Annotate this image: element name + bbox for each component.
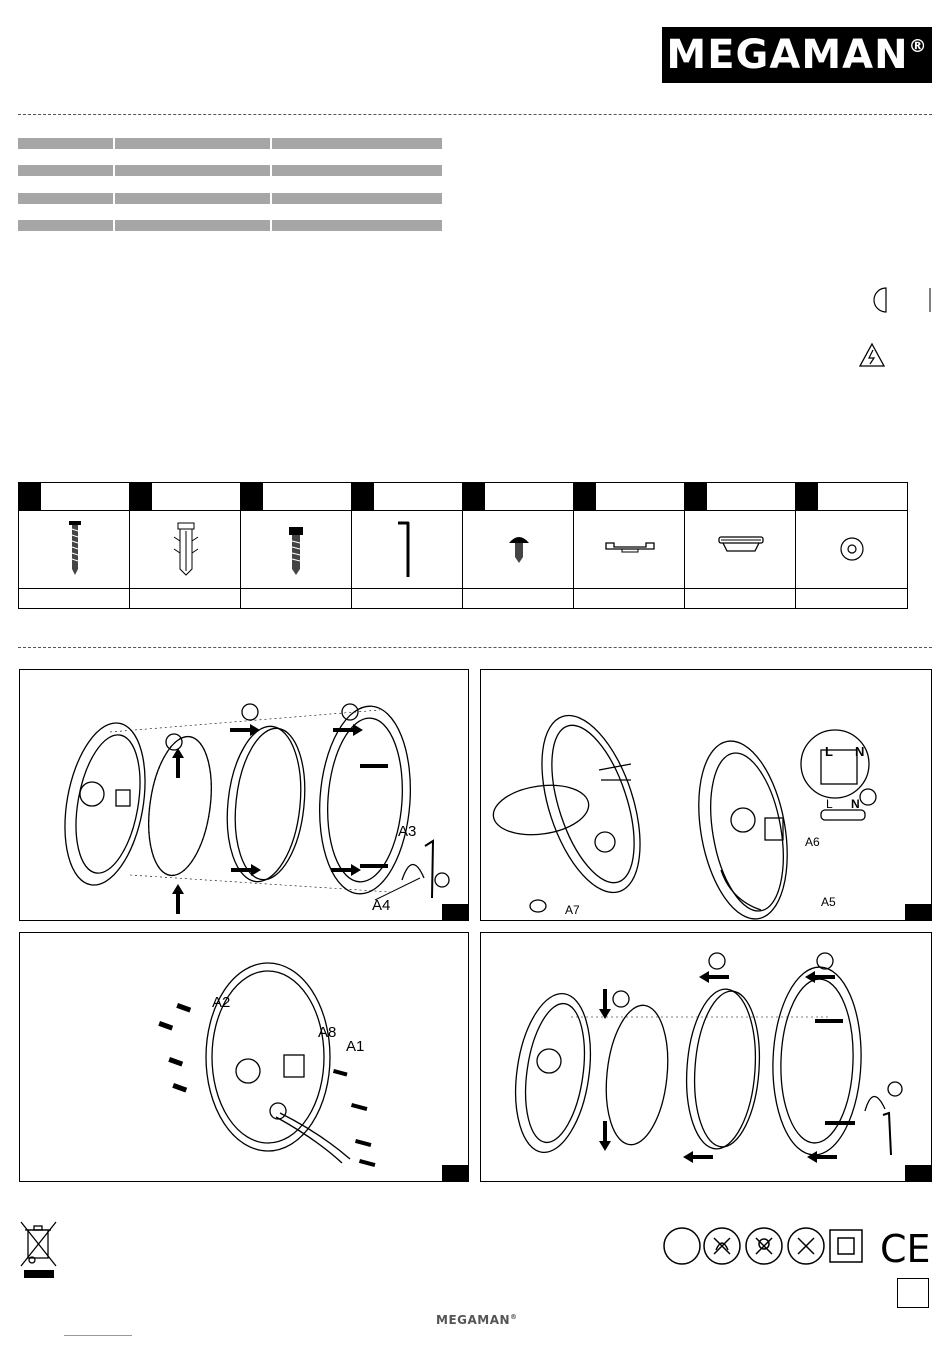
label-a7: A7: [565, 903, 580, 917]
spec-row-2: [18, 165, 444, 176]
step4-illustration: [481, 933, 931, 1181]
label-a8: A8: [318, 1024, 337, 1041]
footer-brand: MEGAMAN®: [436, 1313, 518, 1327]
spec-row-4: [18, 220, 444, 231]
label-a4: A4: [372, 897, 391, 914]
half-moon-icon: [868, 286, 938, 316]
parts-table: [18, 482, 908, 609]
label-a6: A6: [805, 835, 820, 849]
part-a5: [463, 483, 574, 608]
wall-plug-icon: [130, 513, 241, 583]
label-a1: A1: [346, 1038, 365, 1055]
part-a1: [19, 483, 130, 608]
brand-logo: MEGAMAN®: [662, 27, 932, 83]
step-panel-3: [19, 932, 469, 1182]
step1-illustration: [20, 670, 468, 920]
part-a8: [796, 483, 907, 608]
washer-icon: [796, 513, 907, 583]
ce-mark-icon: CE: [880, 1227, 931, 1268]
terminal-n-top: N: [855, 744, 865, 759]
grommet-icon: [685, 513, 796, 583]
small-screw-icon: [463, 513, 574, 583]
class-ii-icon: [830, 1230, 862, 1262]
label-a5: A5: [821, 895, 836, 909]
bolt-icon: [241, 513, 352, 583]
certification-icons: [660, 1224, 932, 1268]
part-a6: [574, 483, 685, 608]
part-a4: [352, 483, 463, 608]
step2-illustration: [481, 670, 931, 920]
terminal-l-top: L: [825, 744, 833, 759]
step-panel-4: [480, 932, 932, 1182]
step-tag-2: [905, 904, 931, 920]
part-a7: [685, 483, 796, 608]
label-a3: A3: [398, 823, 417, 840]
step-tag-1: [442, 904, 468, 920]
terminal-l-bottom: L: [826, 797, 833, 811]
footer-rule: [64, 1335, 132, 1336]
divider-top: [18, 114, 932, 115]
label-a2: A2: [212, 994, 231, 1011]
step-tag-4: [905, 1165, 931, 1181]
part-a3: [241, 483, 352, 608]
spec-row-3: [18, 193, 444, 204]
step3-illustration: [20, 933, 468, 1181]
connector-bridge-icon: [574, 513, 685, 583]
allen-key-icon: [352, 513, 463, 583]
square-mark-icon: [897, 1278, 929, 1308]
step-tag-3: [442, 1165, 468, 1181]
weee-bin-icon: [18, 1218, 60, 1280]
circle-cert-icon: [664, 1228, 700, 1264]
terminal-n-bottom: N: [851, 797, 860, 811]
divider-middle: [18, 647, 932, 648]
electric-warning-icon: [858, 342, 886, 368]
part-a2: [130, 483, 241, 608]
screw-icon: [19, 513, 130, 583]
step-panel-2: [480, 669, 932, 921]
step-panel-1: [19, 669, 469, 921]
spec-row-1: [18, 138, 444, 149]
